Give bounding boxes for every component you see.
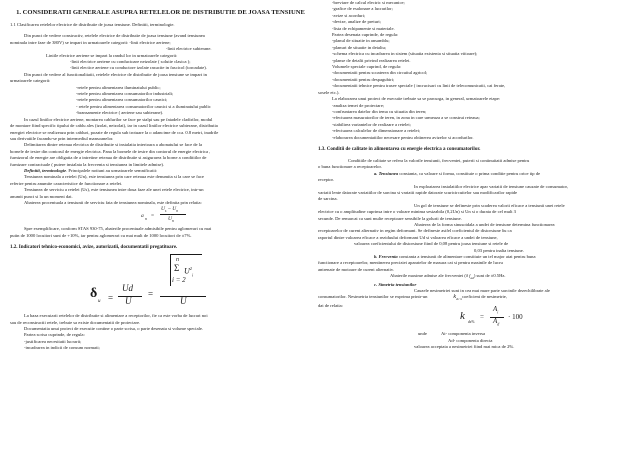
paragraph-line: Definitii, terminologie. Principalele notiuni au urmatoarele semnificatii: xyxy=(24,167,158,173)
paragraph-line: anumit punct si la un moment dat. xyxy=(10,193,73,199)
list-item: -grafice de esalonare a lucrarilor; xyxy=(332,6,393,12)
list-item: -avize si acorduri; xyxy=(332,12,366,18)
paragraph-line: Din punct de vedere constructiv, retelele electrice de distributie de joasa tensiune (avand tensiunea xyxy=(24,33,205,39)
paragraph-line: In exploatarea instalatiilor electrice apar variatii de tensiune cauzate de consumator, xyxy=(414,183,569,189)
list-item: -devize, analize de preturi; xyxy=(332,19,381,25)
list-item: -breviare de calcul electric si mecanice; xyxy=(332,0,405,5)
paragraph-line: o buna functionare a receptoarelor. xyxy=(318,164,382,170)
list-item: -efectuarea calculelor de dimensionare a retelei; xyxy=(332,128,421,134)
chapter-heading: 1. CONSIDERATII GENERALE ASUPRA RETELELOR DE DISTRIBUTIE DE JOASA TENSIUNE xyxy=(16,9,305,16)
paragraph-line: Documentatia unui proiect de executie contine o parte scrisa, o parte desenata si volume speciale. xyxy=(24,326,204,331)
definitions-label: Definitii, terminologie xyxy=(24,167,67,173)
right-column xyxy=(318,0,626,350)
paragraph-line: a. Tensiunea constanta, ca valoare si forma, constituie o prima conditie pentru orice tip de xyxy=(374,170,541,176)
list-item: -planse de detalii privind realizarea retelei. xyxy=(332,57,411,63)
paragraph-line: unde Ai- componenta inversa xyxy=(418,331,486,337)
paragraph-line: energiei electrice se realizeaza prin cabluri, pozate de regula sub trotuare la o adancime de cca. 0.8 metri, inadrile xyxy=(10,129,219,135)
paragraph-line: La baza executarii retelelor de distributie si alimentare a receptorilor, fie ca este vorba de lucrari noi xyxy=(24,313,208,319)
paragraph-line: antrenate de motoare de curent alternativ. xyxy=(318,266,394,272)
paragraph-line: Un gol de tensiune se defineste prin scaderea valorii eficace a tensiunii unei retele xyxy=(414,202,565,208)
paragraph-line: de montare fiind specific tipului de cablu ales (izolat, neizolat), iar in cazul liniilor electrice subterane, distributia xyxy=(10,123,218,129)
paragraph-line: de sarcina. xyxy=(318,196,338,202)
list-item: -stabilirea variantelor de realizare a retelei; xyxy=(332,121,411,127)
paragraph-line: nominala intre faze de 380V) se impart in urmatoarele categorii: -linii electrice aeriene; xyxy=(10,39,171,45)
symmetry-label: c. Simetria tensiunilor xyxy=(374,281,417,287)
paragraph-line: Spre exemplificare, conform STAS 930-75, abaterile procentuale admisibile pentru aglomerari cu mai xyxy=(24,226,212,232)
list-item: -confruntarea datelor din tema cu situatia din teren; xyxy=(332,108,427,114)
paragraph-line: receptor. xyxy=(318,177,334,183)
paragraph-line: Tensiunea de serviciu a retelei (Us), este tensiunea intre doua faze ale unei retele electrice, intr-un xyxy=(24,187,204,193)
paragraph-line: sau de reconstructii retele, trebuie sa existe documentatii de proiectare. xyxy=(10,319,141,325)
paragraph-line: receptoarelor de curent alternativ in regim deformant. Se defineste astfel coeficientul de distorsiune δu ca xyxy=(318,228,512,234)
paragraph-line: bornele de iesire din contorul de energie electrica. Pana la bornele de iesire din contorul de energie electrica , xyxy=(10,148,211,154)
paragraph-line: raportul dintre valoarea eficace a reziduului deformant Ud si valoarea eficace a undei de tensiune, xyxy=(318,234,498,240)
list-item: -retele pentru alimentarea consumatorilor industriali; xyxy=(76,91,174,97)
paragraph-line: Cauzele nesimetriei sunt in cea mai mare parte sarcinile dezechilibrate ale xyxy=(414,287,550,293)
list-item: -documentatii pentru despagubiri; xyxy=(332,76,395,82)
list-item: -bransamente electrice ( aeriene sau subterane). xyxy=(76,110,164,116)
list-item: -planul de situatie in ansamblu; xyxy=(332,38,390,44)
paragraph-line: functionare a receptoarelor, mentinerea preciziei aparatelor de masura cat si pentru masinile de lucru xyxy=(318,260,503,266)
paragraph-line: electrice cu o amplitudine cuprinsa intre o valoare minima sesizabila (0,2Un) si Un si o durata de cel mult 3 xyxy=(318,209,516,215)
paragraph-line: La elaborarea unui proiect de executie trebuie sa se parcurga, in general, urmatoarele etape: xyxy=(332,96,501,102)
paragraph-line: consumatorilor. Nesimetria tensiunilor se exprima printr-un $k_{ds \%}coeficient$ de nesimetrie, xyxy=(318,294,507,302)
paragraph-line: urmatoarele categorii: xyxy=(10,78,51,84)
paragraph-line: Abaterea procentuala a tensiunii de serviciu fata de tensiunea nominala, este definita prin relatia: xyxy=(24,199,202,205)
list-item: -documentatii pentru scoaterea din circuitul agricol; xyxy=(332,70,428,76)
list-item: -incadrarea in indicii de consum normati; xyxy=(24,345,100,351)
list-item: -linii electrice aeriene cu conductoare neizolate ( solutie clasica ); xyxy=(70,59,191,65)
paragraph-line: secunde. De remarcat ca sunt multe receptoare sensibile la golurii de tensiune. xyxy=(318,215,462,221)
paragraph-line: valoarea coeficientului de distorsiune fiind de 0,08 pentru joasa tensiune si retele de xyxy=(354,241,509,247)
paragraph-line: furnizorul de energie are obligatia de a intretine reteaua de distributie si asigurarea la borne a conditiilor de xyxy=(10,155,207,161)
paragraph-line: 0,03 pentru inalta tensiune. xyxy=(474,247,524,253)
paragraph-line: Ad- componenta directa xyxy=(448,337,493,343)
list-item: -retele pentru alimentarea consumatorilor casnici; xyxy=(76,97,168,103)
paragraph-line: Din punct de vedere al functionalitatii, retelele electrice de distributie de joasa tensiune se impart in xyxy=(24,71,207,77)
asymmetry-formula: k ds% = $A_i$ $A_d$ · 100 xyxy=(460,305,523,327)
paragraph-line: b. Frecventa constanta a tensiunii de alimentare constituie un tel major atat pentru buna xyxy=(374,254,536,260)
section-title-1-2: 1.2. Indicatori tehnico-economici, avize, autorizatii, documentatii pregatitoare. xyxy=(10,245,178,251)
paragraph-line: Partea desenata cuprinde, de regula: xyxy=(332,32,399,38)
list-item: -lista de echipamente si materiale. xyxy=(332,25,395,31)
paragraph-line: dat de relatia: xyxy=(318,302,343,308)
paragraph-line: putin de 1000 locuitori sunt de +10%, iar pentru aglomerari cu mai mult de 1000 locuitori de ±7%. xyxy=(10,232,192,238)
list-item: -elaborarea documentatiilor necesare pentru obtinerea avizelor si acordurilor. xyxy=(332,134,474,140)
paragraph-line: variatii lente datorate variatiilor de sarcina si variatii rapide datorate scurtcircuitelor sau modificarilor rapide xyxy=(318,189,518,195)
deviation-formula: a n = $U_s - U_n$ $U_n$ xyxy=(10,206,311,226)
paragraph-line: Liniile electrice aeriene se impart la randul lor in urmatoarele categorii: xyxy=(46,52,178,58)
paragraph-line: sosele etc.). xyxy=(318,89,340,95)
distortion-formula: n Σ $U^2_i$ i = 2 δ u = Ud U = U xyxy=(10,251,311,313)
paragraph-line: Abaterea de la forma sinusoidala a undei de tensiune determina functionarea xyxy=(414,222,555,227)
paragraph-line: Delimitarea dintre reteaua electrica de distributie si instalatia interioara a abonatului se face de la xyxy=(24,142,203,148)
paragraph-line: Partea scrisa cuprinde, de regula: xyxy=(24,332,85,338)
list-item: -planuri de situatie in detaliu; xyxy=(332,44,387,50)
list-item: -retele pentru alimentarea iluminatului public; xyxy=(76,84,161,90)
paragraph-line: furnizare contractuale ( putere instalata la frecventa si tensiunea in limitele admise). xyxy=(10,161,165,167)
paragraph-line: referire pentru anumite caracteristice de functionare a retelei. xyxy=(10,180,123,186)
list-item: - retele pentru alimentarea consumatorilor casnici si a iluminatului public xyxy=(76,103,211,109)
list-item: -documentatii tehnice pentru trasee speciale ( incrucisari cu linii de telecomunicatii, cai ferate, xyxy=(332,83,506,89)
section-title-1-3: 1.3. Conditii de calitate in alimentarea cu energie electrica a consumatorilor. xyxy=(318,146,481,152)
paragraph-line: Volumele speciale cuprind, de regula: xyxy=(332,64,402,70)
list-item: -analiza temei de proiectare; xyxy=(332,102,385,108)
paragraph-line: Conditiile de calitate se refera la valorile tensiunii, frecventei, puterii si continuitatii admise pentru xyxy=(348,157,530,163)
paragraph-line: In cazul liniilor electrice aeriene, montarea cablurilor se face pe stalpi sau pe fatadele cladirilor, modul xyxy=(24,116,213,122)
paragraph-line: Abaterile maxime admise ale frecventei (δ $f_{ad}$) sunt de ±0.5Hz. xyxy=(390,273,506,281)
paragraph-line: sau derivatiile facandu-se prin intermediul mansoanelor. xyxy=(10,135,114,141)
list-item: -justificarea necesitatii lucrarii; xyxy=(24,338,82,344)
left-column xyxy=(10,0,311,352)
paragraph-line: valoarea acceptata a nesimetriei fiind mai mica de 2%. xyxy=(414,343,515,349)
voltage-label: a. Tensiunea xyxy=(374,170,399,176)
list-item: -efectuarea masuratorilor de teren, in zona in care urmeaza a se construi reteaua; xyxy=(332,115,480,121)
paragraph-line: Tensiunea nominala a retelei (Un), este tensiunea prin care reteaua este denumita si la care se face xyxy=(24,174,204,180)
section-title-1-1: 1.1 Clasificarea retelelor electrice de distributie de joasa tensiune. Definitii, terminologie. xyxy=(10,22,175,27)
paragraph-line: -linii electrice subterane. xyxy=(166,46,212,52)
list-item: -schema electrica cu incadrarea in sistem (situatia existenta si situatia viitoare); xyxy=(332,51,478,57)
frequency-label: b. Frecventa xyxy=(374,254,398,260)
list-item: -linii electice aeriene cu conductore izolate rasucite in fascicol (toroadate). xyxy=(70,65,207,71)
